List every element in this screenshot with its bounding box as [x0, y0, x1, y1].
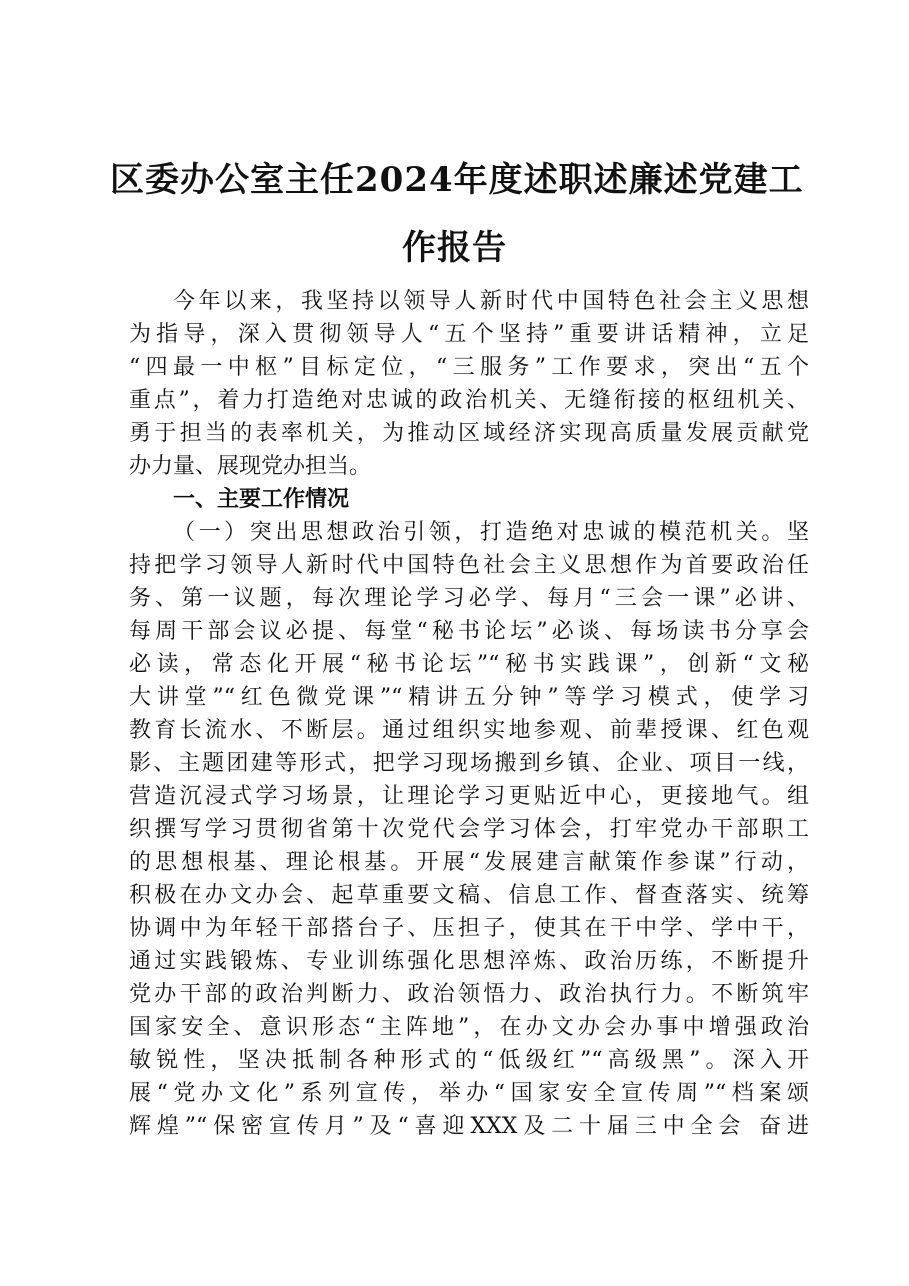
paragraph-line: 辉煌”“保密宣传月”及“喜迎XXX及二十届三中全会 奋进 [129, 1114, 809, 1139]
document-title-line-1: 区委办公室主任2024年度述职述廉述党建工 [110, 160, 804, 200]
paragraph-line: 协调中为年轻干部搭台子、压担子，使其在干中学、学中干， [129, 916, 809, 941]
paragraph-line: 展“党办文化”系列宣传，举办“国家安全宣传周”“档案颂 [129, 1081, 809, 1106]
paragraph-line: 敏锐性，坚决抵制各种形式的“低级红”“高级黑”。深入开 [129, 1048, 809, 1073]
intro-line: 勇于担当的表率机关，为推动区域经济实现高质量发展贡献党 [129, 421, 809, 446]
paragraph-line: 党办干部的政治判断力、政治领悟力、政治执行力。不断筑牢 [129, 982, 809, 1007]
paragraph-line: 通过实践锻炼、专业训练强化思想淬炼、政治历练，不断提升 [129, 949, 809, 974]
paragraph-line: 国家安全、意识形态“主阵地”，在办文办会办事中增强政治 [129, 1015, 809, 1040]
intro-line: “四最一中枢”目标定位，“三服务”工作要求，突出“五个 [129, 355, 809, 380]
paragraph-line: 的思想根基、理论根基。开展“发展建言献策作参谋”行动， [129, 850, 809, 875]
intro-line: 为指导，深入贯彻领导人“五个坚持”重要讲话精神，立足 [129, 322, 809, 347]
document-title-line-2: 作报告 [402, 228, 507, 268]
paragraph-line: （一）突出思想政治引领，打造绝对忠诚的模范机关。坚 [173, 520, 809, 545]
paragraph-line: 持把学习领导人新时代中国特色社会主义思想作为首要政治任 [129, 553, 809, 578]
section-heading: 一、主要工作情况 [173, 487, 350, 512]
intro-line: 今年以来，我坚持以领导人新时代中国特色社会主义思想 [173, 289, 809, 314]
paragraph-line: 大讲堂”“红色微党课”“精讲五分钟”等学习模式，使学习 [129, 685, 809, 710]
paragraph-line: 影、主题团建等形式，把学习现场搬到乡镇、企业、项目一线， [129, 751, 809, 776]
paragraph-line: 每周干部会议必提、每堂“秘书论坛”必谈、每场读书分享会 [129, 619, 809, 644]
paragraph-line: 务、第一议题，每次理论学习必学、每月“三会一课”必讲、 [129, 586, 809, 611]
paragraph-line: 织撰写学习贯彻省第十次党代会学习体会，打牢党办干部职工 [129, 817, 809, 842]
intro-line: 重点”，着力打造绝对忠诚的政治机关、无缝衔接的枢纽机关、 [129, 388, 809, 413]
paragraph-line: 必读，常态化开展“秘书论坛”“秘书实践课”，创新“文秘 [129, 652, 809, 677]
paragraph-line: 积极在办文办会、起草重要文稿、信息工作、督查落实、统筹 [129, 883, 809, 908]
intro-line: 办力量、展现党办担当。 [129, 454, 372, 479]
paragraph-line: 教育长流水、不断层。通过组织实地参观、前辈授课、红色观 [129, 718, 809, 743]
paragraph-line: 营造沉浸式学习场景，让理论学习更贴近中心，更接地气。组 [129, 784, 809, 809]
